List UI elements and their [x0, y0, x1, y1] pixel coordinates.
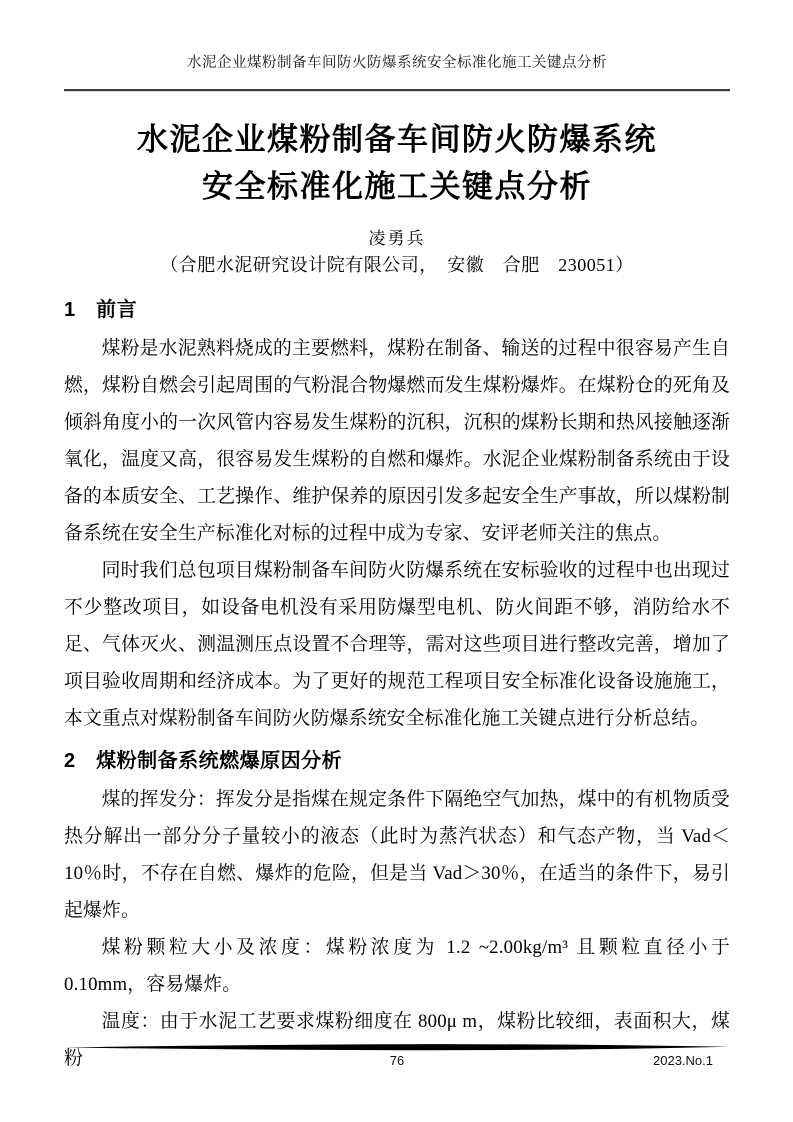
- section-1-paragraph-2: 同时我们总包项目煤粉制备车间防火防爆系统在安标验收的过程中也出现过不少整改项目，如设备电机没有采用防爆型电机、防火间距不够，消防给水不足、气体灭火、测温测压点设置不合理等，需对这些项目进行整改完善，增加了项目验收周期和经济成本。为了更好的规范工程项目安全标准化设备设施施工，本文重点对煤粉制备车间防火防爆系统安全标准化施工关键点进行分析总结。: [64, 560, 730, 729]
- footer-divider: [64, 1043, 730, 1052]
- section-2-paragraph-1: 煤的挥发分：挥发分是指煤在规定条件下隔绝空气加热，煤中的有机物质受热分解出一部分分子量较小的液态（此时为蒸汽状态）和气态产物，当 Vad＜10％时，不存在自燃、爆炸的危险，但是当 Vad＞30％，在适当的条件下，易引起爆炸。: [64, 789, 730, 921]
- section-2-paragraph-3: 温度：由于水泥工艺要求煤粉细度在 800μ m，煤粉比较细，表面积大，煤粉: [64, 1011, 730, 1069]
- page-number: 76: [389, 1053, 405, 1068]
- section-1-heading: 1 前言: [64, 299, 138, 321]
- document-title-line-2: 安全标准化施工关键点分析: [202, 169, 592, 204]
- document-title: [44, 116, 750, 210]
- author-name: 凌勇兵: [368, 229, 426, 248]
- issue-label: 2023.No.1: [653, 1053, 713, 1068]
- section-2-heading: 2 煤粉制备系统燃爆原因分析: [64, 750, 343, 772]
- article-body: [64, 290, 730, 1077]
- section-1-paragraph-1: 煤粉是水泥熟料烧成的主要燃料，煤粉在制备、输送的过程中很容易产生自燃，煤粉自燃会引起周围的气粉混合物爆燃而发生煤粉爆炸。在煤粉仓的死角及倾斜角度小的一次风管内容易发生煤粉的沉积，沉积的煤粉长期和热风接触逐渐氧化，温度又高，很容易发生煤粉的自燃和爆炸。水泥企业煤粉制备系统由于设备的本质安全、工艺操作、维护保养的原因引发多起安全生产事故，所以煤粉制备系统在安全生产标准化对标的过程中成为专家、安评老师关注的焦点。: [64, 338, 730, 544]
- section-2-paragraph-2: 煤粉颗粒大小及浓度：煤粉浓度为 1.2 ~2.00kg/m³ 且颗粒直径小于 0.10mm，容易爆炸。: [64, 937, 730, 995]
- author-affiliation: （合肥水泥研究设计院有限公司， 安徽 合肥 230051）: [160, 255, 634, 275]
- running-header: 水泥企业煤粉制备车间防火防爆系统安全标准化施工关键点分析: [187, 55, 607, 71]
- header-divider: [64, 89, 730, 92]
- document-title-line-1: 水泥企业煤粉制备车间防火防爆系统: [137, 122, 657, 157]
